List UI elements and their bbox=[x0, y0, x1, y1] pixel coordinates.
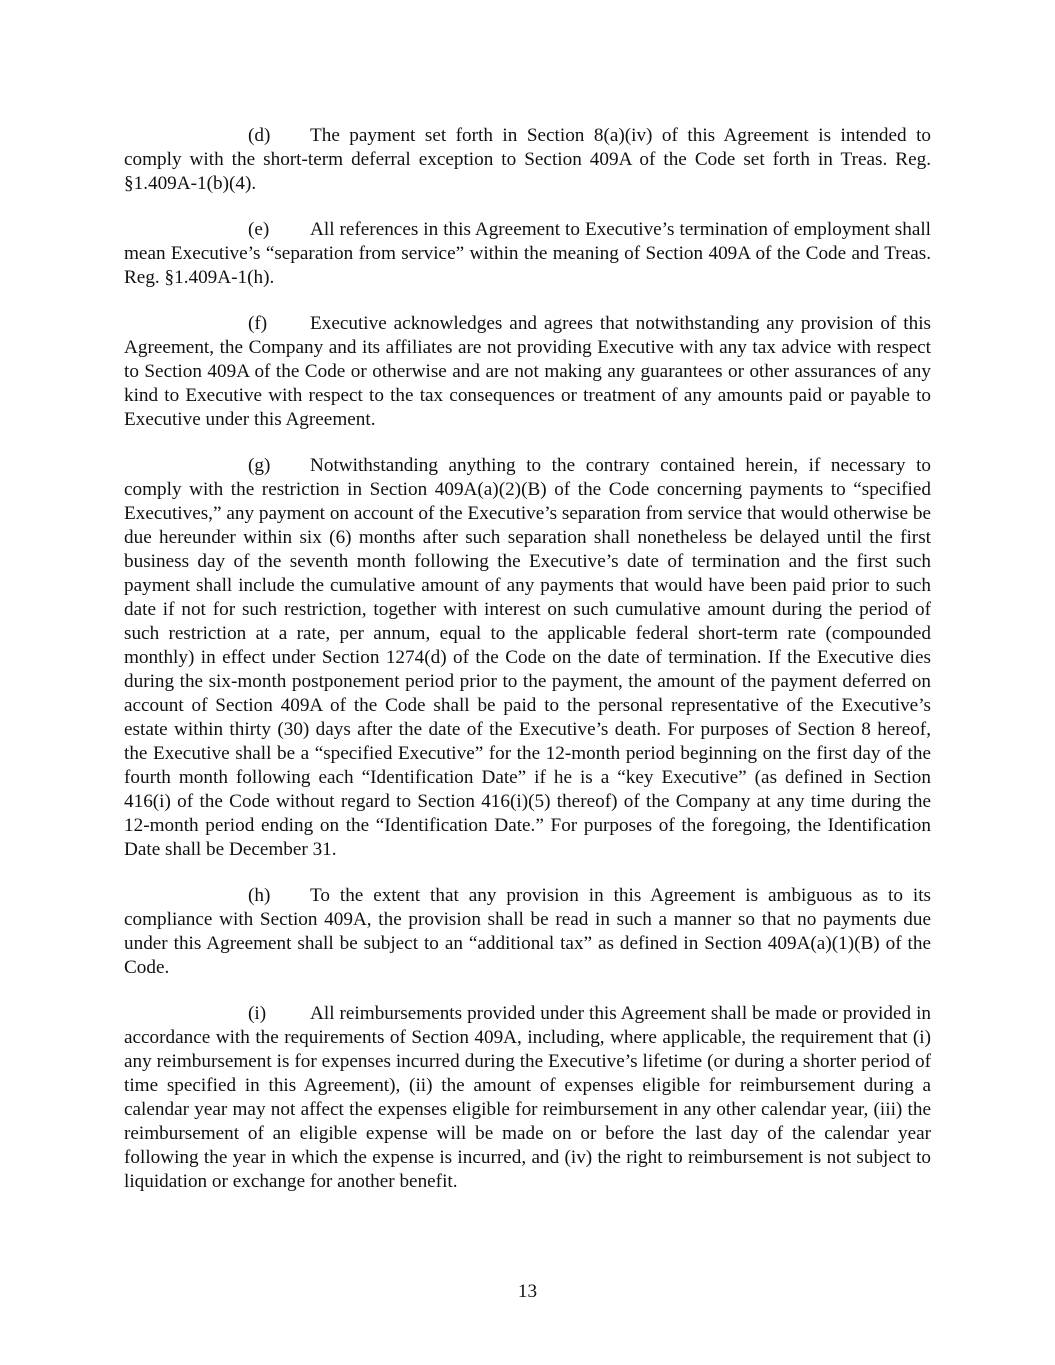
paragraph-marker: (h) bbox=[248, 885, 271, 906]
page-number: 13 bbox=[517, 1281, 538, 1302]
paragraph-marker: (e) bbox=[248, 219, 270, 240]
paragraph-g bbox=[124, 454, 931, 862]
paragraph-e bbox=[124, 218, 931, 290]
document-body bbox=[124, 124, 931, 1216]
paragraph-marker: (d) bbox=[248, 125, 271, 146]
paragraph-marker: (i) bbox=[248, 1003, 267, 1024]
paragraph-marker: (f) bbox=[248, 313, 268, 334]
paragraph-text: All reimbursements provided under this Agreement shall be made or provided in accordance with the requirements of Section 409A, including, where applicable, the requirement that (i) any reimbursement is for expenses incurred during the Executive’s lifetime (or during a shorter period of time specified in this Agreement), (ii) the amount of expenses eligible for reimbursement during a calendar year may not affect the expenses eligible for reimbursement in any other calendar year, (iii) the reimbursement of an eligible expense will be made on or before the last day of the calendar year following the year in which the expense is incurred, and (iv) the right to reimbursement is not subject to liquidation or exchange for another benefit. bbox=[124, 1003, 931, 1192]
paragraph-marker: (g) bbox=[248, 455, 271, 476]
paragraph-text: The payment set forth in Section 8(a)(iv) of this Agreement is intended to comply with the short-term deferral exception to Section 409A of the Code set forth in Treas. Reg. §1.409A-1(b)(4). bbox=[124, 125, 931, 194]
paragraph-f bbox=[124, 312, 931, 432]
paragraph-text: Executive acknowledges and agrees that notwithstanding any provision of this Agreement, the Company and its affiliates are not providing Executive with any tax advice with respect to Section 409A of the Code or otherwise and are not making any guarantees or other assurances of any kind to Executive with respect to the tax consequences or treatment of any amounts paid or payable to Executive under this Agreement. bbox=[124, 313, 931, 430]
paragraph-text: All references in this Agreement to Executive’s termination of employment shall mean Executive’s “separation from service” within the meaning of Section 409A of the Code and Treas. Reg. §1.409A-1(h). bbox=[124, 219, 931, 288]
paragraph-d bbox=[124, 124, 931, 196]
paragraph-text: Notwithstanding anything to the contrary contained herein, if necessary to comply with the restriction in Section 409A(a)(2)(B) of the Code concerning payments to “specified Executives,” any payment on account of the Executive’s separation from service that would otherwise be due hereunder within six (6) months after such separation shall nonetheless be delayed until the first business day of the seventh month following the Executive’s date of termination and the first such payment shall include the cumulative amount of any payments that would have been paid prior to such date if not for such restriction, together with interest on such cumulative amount during the period of such restriction at a rate, per annum, equal to the applicable federal short-term rate (compounded monthly) in effect under Section 1274(d) of the Code on the date of termination. If the Executive dies during the six-month postponement period prior to the payment, the amount of the payment deferred on account of Section 409A of the Code shall be paid to the personal representative of the Executive’s estate within thirty (30) days after the date of the Executive’s death. For purposes of Section 8 hereof, the Executive shall be a “specified Executive” for the 12-month period beginning on the first day of the fourth month following each “Identification Date” if he is a “key Executive” (as defined in Section 416(i) of the Code without regard to Section 416(i)(5) thereof) of the Company at any time during the 12-month period ending on the “Identification Date.” For purposes of the foregoing, the Identification Date shall be December 31. bbox=[124, 455, 931, 860]
paragraph-i bbox=[124, 1002, 931, 1194]
paragraph-h bbox=[124, 884, 931, 980]
paragraph-text: To the extent that any provision in this Agreement is ambiguous as to its compliance with Section 409A, the provision shall be read in such a manner so that no payments due under this Agreement shall be subject to an “additional tax” as defined in Section 409A(a)(1)(B) of the Code. bbox=[124, 885, 931, 978]
